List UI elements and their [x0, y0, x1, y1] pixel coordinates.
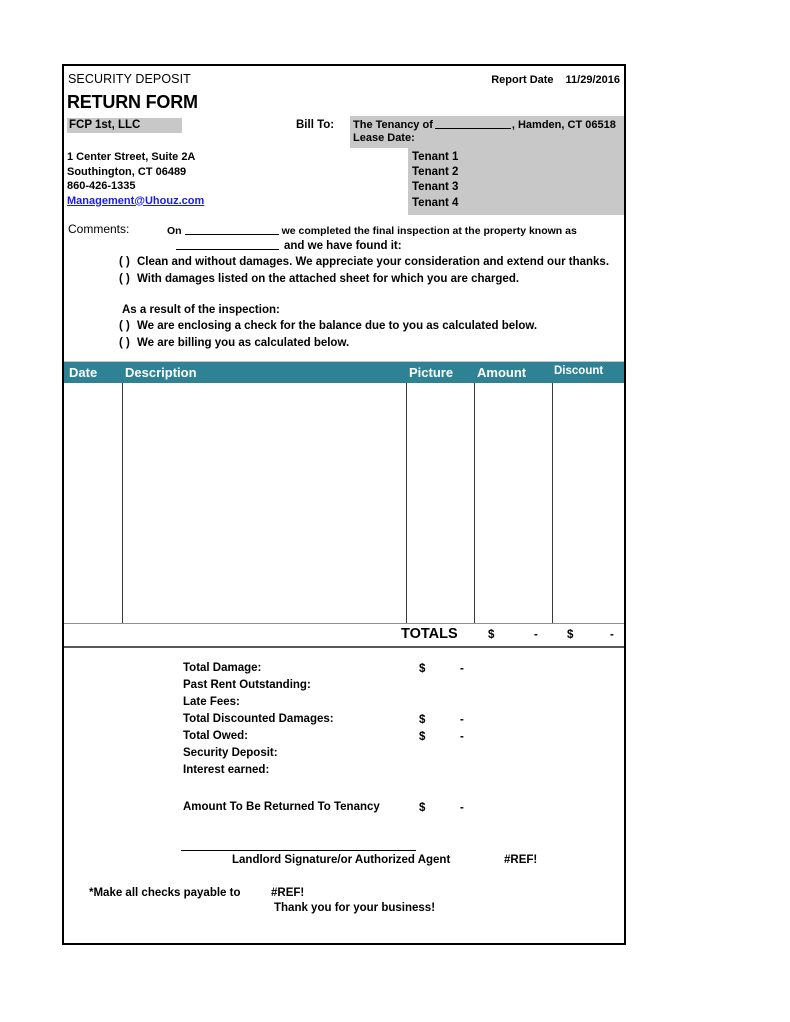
summary-section	[64, 648, 624, 832]
form-subtitle: SECURITY DEPOSIT	[68, 72, 191, 86]
amount-returned-label: Amount To Be Returned To Tenancy	[183, 800, 380, 813]
thank-you-message: Thank you for your business!	[274, 901, 436, 914]
summary-symbol-discounted-damages: $	[419, 713, 426, 726]
lease-date-label: Lease Date:	[350, 132, 624, 148]
report-date-label: Report Date	[491, 74, 554, 86]
comments-section	[64, 216, 624, 361]
result-heading: As a result of the inspection:	[122, 304, 280, 316]
signature-line[interactable]	[181, 850, 416, 851]
report-date	[491, 74, 620, 86]
totals-label: TOTALS	[401, 626, 458, 642]
totals-amount-value: -	[534, 629, 538, 641]
tenancy-suffix: , Hamden, CT 06518	[511, 119, 616, 131]
company-email-link[interactable]: Management@Uhouz.com	[67, 194, 205, 207]
comments-label: Comments:	[68, 222, 130, 236]
summary-label-total-damage: Total Damage:	[183, 661, 262, 674]
list-item: Tenant 2	[412, 166, 459, 179]
column-divider	[406, 383, 407, 623]
page-title: RETURN FORM	[67, 92, 198, 112]
summary-value-total-owed: -	[460, 730, 464, 743]
checkbox-icon[interactable]: ( )	[119, 320, 130, 332]
inspection-line-1	[167, 224, 577, 237]
column-header-picture: Picture	[409, 365, 454, 380]
signature-label: Landlord Signature/or Authorized Agent	[232, 853, 451, 866]
list-item: Tenant 3	[412, 181, 459, 194]
column-divider	[474, 383, 475, 623]
checkbox-option-clean[interactable]	[119, 256, 609, 268]
checkbox-option-damages-label: With damages listed on the attached sheet for which you are charged.	[137, 273, 520, 285]
column-header-date: Date	[69, 365, 98, 380]
summary-symbol-total-owed: $	[419, 730, 426, 743]
summary-label-past-rent: Past Rent Outstanding:	[183, 678, 311, 691]
totals-discount-value: -	[610, 629, 614, 641]
inspection-date-blank[interactable]	[185, 224, 279, 235]
summary-value-total-damage: -	[460, 662, 464, 675]
tenancy-line	[350, 116, 624, 132]
property-name-blank[interactable]	[176, 239, 279, 250]
column-divider	[122, 383, 123, 623]
table-header-row	[64, 362, 624, 383]
checkbox-option-billing[interactable]	[119, 337, 349, 349]
bill-to-label: Bill To:	[296, 119, 335, 131]
checks-payable-reference: #REF!	[271, 886, 305, 899]
column-divider	[552, 383, 553, 623]
column-header-discount: Discount	[554, 365, 604, 377]
checkbox-icon[interactable]: ( )	[119, 256, 130, 268]
checkbox-option-enclosing-check[interactable]	[119, 320, 537, 332]
totals-discount-symbol: $	[567, 629, 574, 641]
tenant-list	[408, 148, 624, 215]
inspection-line-1-text: we completed the final inspection at the property known as	[281, 225, 577, 237]
table-totals-row	[64, 624, 624, 646]
company-name: FCP 1st, LLC	[67, 118, 182, 133]
summary-label-security-deposit: Security Deposit:	[183, 746, 278, 759]
form-header	[64, 66, 624, 216]
summary-value-discounted-damages: -	[460, 713, 464, 726]
checkbox-option-damages[interactable]	[119, 273, 519, 285]
signature-reference: #REF!	[504, 853, 538, 866]
form-page	[62, 64, 626, 945]
column-header-description: Description	[125, 365, 197, 380]
tenancy-blank-field[interactable]	[435, 118, 511, 129]
address-line-1: 1 Center Street, Suite 2A	[67, 151, 196, 163]
inspection-on-label: On	[167, 225, 182, 237]
tenancy-prefix: The Tenancy of	[353, 119, 433, 131]
list-item: Tenant 4	[412, 196, 459, 209]
checkbox-option-enclosing-check-label: We are enclosing a check for the balance due to you as calculated below.	[137, 320, 538, 332]
table-body[interactable]	[64, 383, 624, 623]
amount-returned-value: -	[460, 801, 464, 814]
checkbox-icon[interactable]: ( )	[119, 273, 130, 285]
amount-returned-symbol: $	[419, 801, 426, 814]
company-address	[67, 150, 204, 208]
summary-label-discounted-damages: Total Discounted Damages:	[183, 712, 334, 725]
form-footer	[64, 832, 624, 919]
checkbox-option-clean-label: Clean and without damages. We appreciate your consideration and extend our thanks.	[137, 256, 610, 268]
report-date-value: 11/29/2016	[565, 74, 620, 86]
totals-amount-symbol: $	[488, 629, 495, 641]
column-header-amount: Amount	[477, 365, 527, 380]
inspection-line-2	[176, 239, 402, 252]
summary-label-interest-earned: Interest earned:	[183, 763, 270, 776]
inspection-line-2-text: and we have found it:	[284, 240, 402, 252]
checks-payable-note: *Make all checks payable to	[89, 886, 241, 899]
address-line-2: Southington, CT 06489	[67, 165, 187, 178]
bill-to-block	[350, 116, 624, 212]
summary-symbol-total-damage: $	[419, 662, 426, 675]
list-item: Tenant 1	[412, 151, 459, 163]
company-phone: 860-426-1335	[67, 180, 136, 193]
checkbox-option-billing-label: We are billing you as calculated below.	[137, 337, 350, 349]
summary-label-late-fees: Late Fees:	[183, 695, 240, 708]
checkbox-icon[interactable]: ( )	[119, 337, 130, 349]
summary-label-total-owed: Total Owed:	[183, 729, 248, 742]
